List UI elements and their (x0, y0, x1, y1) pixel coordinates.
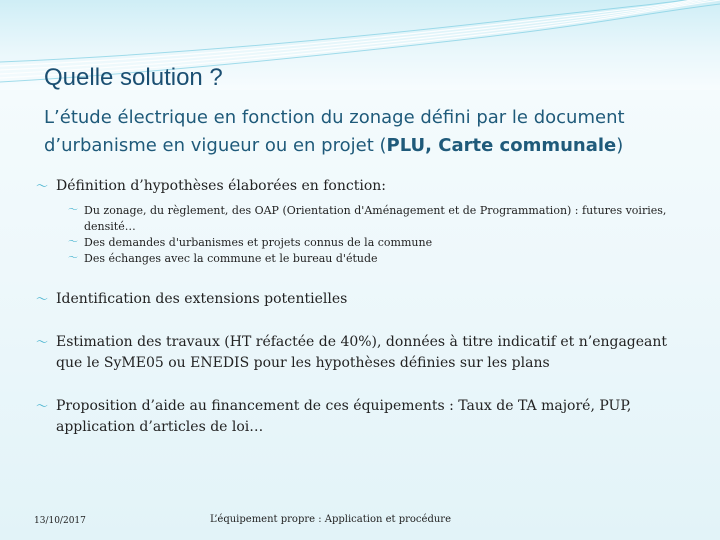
footer-title: L’équipement propre : Application et procédure (210, 514, 451, 525)
bullet-list (36, 176, 696, 438)
bullet-text: Identification des extensions potentielles (56, 291, 348, 307)
footer-date: 13/10/2017 (34, 516, 86, 526)
subtitle-text-end: ) (616, 135, 624, 156)
slide-title: Quelle solution ? (44, 64, 223, 91)
sub-bullet-item (54, 251, 696, 267)
bullet-item (36, 176, 696, 197)
wave-bullet-icon: 〜 (36, 292, 49, 306)
subtitle-bold-text: PLU, Carte communale (386, 135, 617, 156)
wave-bullet-icon: 〜 (36, 179, 49, 193)
wave-bullet-icon: 〜 (68, 253, 78, 264)
wave-bullet-icon: 〜 (68, 205, 78, 216)
wave-bullet-icon: 〜 (68, 237, 78, 248)
sub-bullet-item (54, 235, 696, 251)
bullet-text: Définition d’hypothèses élaborées en fonction: (56, 178, 386, 194)
sub-bullet-item (54, 203, 696, 235)
slide-subtitle (44, 104, 704, 160)
subtitle-text: L’étude électrique en fonction du zonage défini par le document d’urbanisme en vigueur ou en projet ( (44, 107, 625, 156)
bullet-item (36, 396, 696, 438)
bullet-text: Estimation des travaux (HT réfactée de 40%), données à titre indicatif et n’engageant que le SyME05 ou ENEDIS pour les hypothèses définies sur les plans (56, 334, 668, 371)
sub-bullet-text: Des demandes d'urbanismes et projets connus de la commune (84, 236, 433, 249)
sub-bullet-text: Du zonage, du règlement, des OAP (Orientation d'Aménagement et de Programmation) : futures voiries, densité… (84, 204, 667, 233)
bullet-text: Proposition d’aide au financement de ces équipements : Taux de TA majoré, PUP, application d’articles de loi… (56, 398, 632, 435)
bullet-item (36, 289, 696, 310)
wave-bullet-icon: 〜 (36, 335, 49, 349)
bullet-item (36, 332, 696, 374)
sub-bullet-text: Des échanges avec la commune et le bureau d'étude (84, 252, 378, 265)
wave-bullet-icon: 〜 (36, 399, 49, 413)
